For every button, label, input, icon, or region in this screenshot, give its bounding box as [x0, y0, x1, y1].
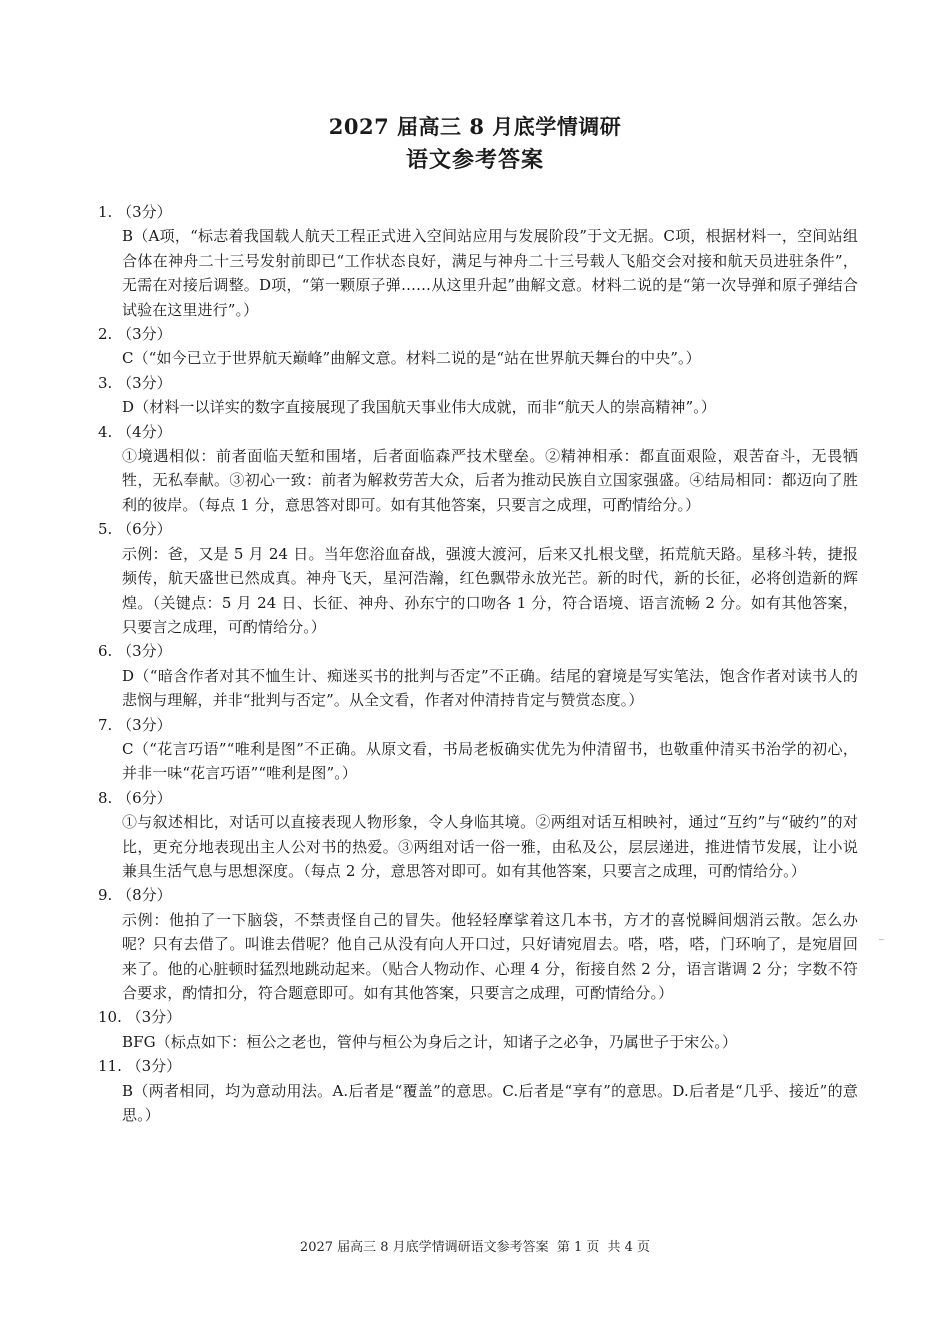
answer-list [98, 200, 858, 1127]
answer-item-9 [98, 883, 858, 1005]
answer-text: 示例：爸，又是 5 月 24 日。当年您浴血奋战，强渡大渡河，后来又扎根戈壁，拓荒航天路。星移斗转，捷报频传，航天盛世已然成真。神舟飞天，星河浩瀚，红色飘带永放光芒。新的时代，新的长征，必将创造新的辉煌。（关键点：5 月 24 日、长征、神舟、孙东宁的口吻各 1 分，符合语境、语言流畅 2 分。如有其他答案，只要言之成理，可酌情给分。） [122, 544, 858, 636]
answer-item-7 [98, 713, 858, 786]
page-footer [0, 1236, 950, 1255]
answer-text: D（“暗含作者对其不恤生计、痴迷买书的批判与否定”不正确。结尾的窘境是写实笔法，饱含作者对读书人的悲悯与理解，并非“批判与否定”。从全文看，作者对仲清持肯定与赞赏态度。） [122, 666, 858, 710]
question-number: 9. （8分） [98, 886, 172, 905]
answer-text: C（“花言巧语”“唯利是图”不正确。从原文看，书局老板确实优先为仲清留书，也敬重仲清买书治学的初心，并非一味“花言巧语”“唯利是图”。） [122, 739, 858, 783]
question-number: 1. （3分） [98, 203, 172, 221]
answer-item-2 [98, 322, 858, 371]
question-number: 4. （4分） [98, 422, 172, 441]
question-number: 7. （3分） [98, 715, 172, 734]
answer-item-11 [98, 1054, 858, 1127]
page-subtitle: 语文参考答案 [405, 147, 544, 173]
question-number: 11. （3分） [98, 1057, 182, 1076]
question-number: 2. （3分） [98, 325, 172, 344]
answer-text: ①与叙述相比，对话可以直接表现人物形象，令人身临其境。②两组对话互相映衬，通过“互约”与“破约”的对比，更充分地表现出主人公对书的热爱。③两组对话一俗一雅，由私及公，层层递进，推进情节发展，让小说兼具生活气息与思想深度。（每点 2 分，意思答对即可。如有其他答案，只要言之成理，可酌情给分。） [122, 813, 858, 880]
answer-item-5 [98, 517, 858, 639]
answer-text: B（两者相同，均为意动用法。A.后者是“覆盖”的意思。C.后者是“享有”的意思。D.后者是“几乎、接近”的意思。） [122, 1081, 858, 1125]
scan-mark: ∽ [878, 935, 885, 944]
answer-item-6 [98, 639, 858, 712]
footer-page-number: 第 1 页 [556, 1240, 600, 1255]
answer-text: BFG（标点如下：桓公之老也，管仲与桓公为身后之计，知诸子之必争，乃属世子于宋公。） [122, 1032, 738, 1051]
answer-text: B（A项，“标志着我国载人航天工程正式进入空间站应用与发展阶段”于文无据。C项，根据材料一，空间站组合体在神舟二十三号发射前即已“工作状态良好，满足与神舟二十三号载人飞船交会对接和航天员进驻条件”，无需在对接后调整。D项，“第一颗原子弹……从这里升起”曲解文意。材料二说的是“第一次导弹和原子弹结合试验在这里进行”。） [122, 227, 858, 319]
question-number: 6. （3分） [98, 642, 172, 661]
page-title: 2027 届高三 8 月底学情调研 [328, 114, 622, 139]
question-number: 10. （3分） [98, 1008, 182, 1027]
footer-total-pages: 共 4 页 [607, 1240, 651, 1255]
answer-item-8 [98, 786, 858, 884]
answer-item-3 [98, 371, 858, 420]
question-number: 5. （6分） [98, 520, 172, 539]
question-number: 3. （3分） [98, 373, 172, 392]
answer-item-10 [98, 1005, 858, 1054]
answer-text: C（“如今已立于世界航天巅峰”曲解文意。材料二说的是“站在世界航天舞台的中央”。） [122, 349, 701, 368]
answer-text: 示例：他拍了一下脑袋，不禁责怪自己的冒失。他轻轻摩挲着这几本书，方才的喜悦瞬间烟消云散。怎么办呢？只有去借了。叫谁去借呢？他自己从没有向人开口过，只好请宛眉去。嗒，嗒，嗒，门环响了，是宛眉回来了。他的心脏顿时猛烈地跳动起来。（贴合人物动作、心理 4 分，衔接自然 2 分，语言谐调 2 分；字数不符合要求，酌情扣分，符合题意即可。如有其他答案，只要言之成理，可酌情给分。） [122, 910, 858, 1002]
title-block [0, 112, 950, 176]
answer-item-4 [98, 420, 858, 518]
answer-item-1 [98, 200, 858, 322]
footer-doc-name: 2027 届高三 8 月底学情调研语文参考答案 [299, 1240, 549, 1255]
question-number: 8. （6分） [98, 788, 172, 807]
answer-text: D（材料一以详实的数字直接展现了我国航天事业伟大成就，而非“航天人的崇高精神”。） [122, 398, 716, 417]
answer-text: ①境遇相似：前者面临天堑和围堵，后者面临森严技术壁垒。②精神相承：都直面艰险，艰苦奋斗，无畏牺牲，无私奉献。③初心一致：前者为解救劳苦大众，后者为推动民族自立国家强盛。④结局相同：都迈向了胜利的彼岸。（每点 1 分，意思答对即可。如有其他答案，只要言之成理，可酌情给分。） [122, 447, 858, 514]
